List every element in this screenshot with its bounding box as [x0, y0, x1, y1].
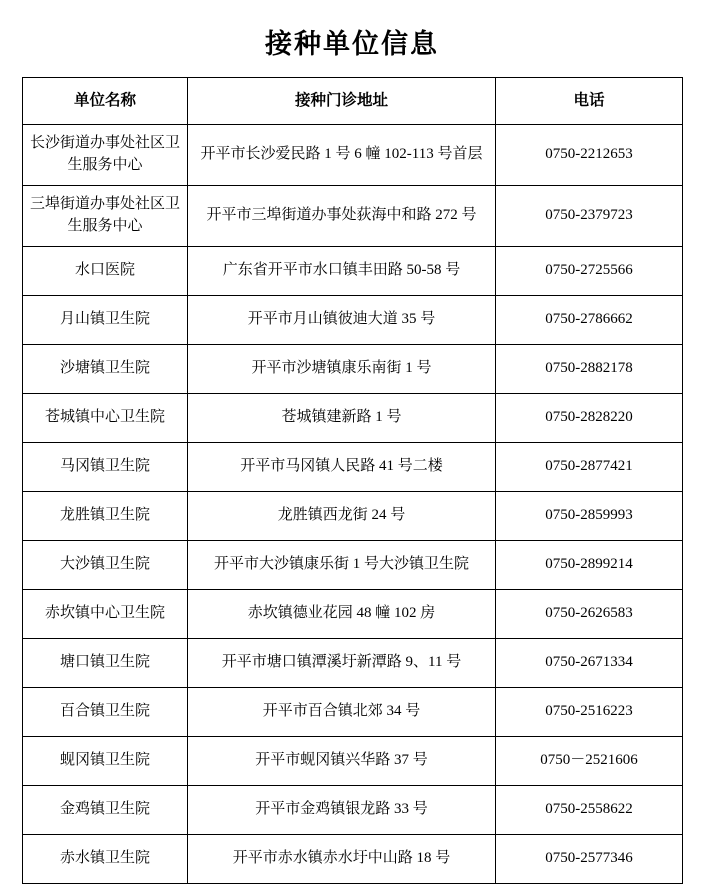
cell-phone: 0750-2899214: [496, 541, 683, 590]
document-page: [0, 22, 704, 867]
cell-phone: 0750-2786662: [496, 296, 683, 345]
cell-unit-name: 长沙街道办事处社区卫生服务中心: [23, 125, 188, 186]
cell-unit-name: 大沙镇卫生院: [23, 541, 188, 590]
table-row: [23, 786, 683, 835]
cell-address: 开平市塘口镇潭溪圩新潭路 9、11 号: [188, 639, 496, 688]
table-row: [23, 247, 683, 296]
cell-address: 开平市马冈镇人民路 41 号二楼: [188, 443, 496, 492]
cell-unit-name: 金鸡镇卫生院: [23, 786, 188, 835]
cell-address: 苍城镇建新路 1 号: [188, 394, 496, 443]
cell-phone: 0750-2882178: [496, 345, 683, 394]
cell-address: 开平市蚬冈镇兴华路 37 号: [188, 737, 496, 786]
table-row: [23, 590, 683, 639]
cell-unit-name: 蚬冈镇卫生院: [23, 737, 188, 786]
cell-phone: 0750-2877421: [496, 443, 683, 492]
table-row: [23, 296, 683, 345]
cell-address: 开平市金鸡镇银龙路 33 号: [188, 786, 496, 835]
table-row: [23, 688, 683, 737]
cell-unit-name: 龙胜镇卫生院: [23, 492, 188, 541]
table-row: [23, 394, 683, 443]
cell-address: 开平市长沙爱民路 1 号 6 幢 102-113 号首层: [188, 125, 496, 186]
cell-phone: 0750-2725566: [496, 247, 683, 296]
cell-unit-name: 苍城镇中心卫生院: [23, 394, 188, 443]
table-row: [23, 186, 683, 247]
cell-address: 开平市沙塘镇康乐南街 1 号: [188, 345, 496, 394]
cell-phone: 0750-2212653: [496, 125, 683, 186]
table-row: [23, 639, 683, 688]
cell-phone: 0750-2558622: [496, 786, 683, 835]
cell-address: 龙胜镇西龙街 24 号: [188, 492, 496, 541]
cell-phone: 0750-2379723: [496, 186, 683, 247]
vaccination-units-table: [22, 77, 683, 884]
table-row: [23, 492, 683, 541]
cell-address: 开平市赤水镇赤水圩中山路 18 号: [188, 835, 496, 884]
cell-phone: 0750-2671334: [496, 639, 683, 688]
table-header: [23, 78, 683, 125]
table-row: [23, 737, 683, 786]
cell-phone: 0750-2577346: [496, 835, 683, 884]
cell-address: 开平市三埠街道办事处荻海中和路 272 号: [188, 186, 496, 247]
cell-phone: 0750-2828220: [496, 394, 683, 443]
table-row: [23, 443, 683, 492]
cell-unit-name: 马冈镇卫生院: [23, 443, 188, 492]
column-header-unit-name: 单位名称: [23, 78, 188, 125]
cell-address: 广东省开平市水口镇丰田路 50-58 号: [188, 247, 496, 296]
cell-unit-name: 赤水镇卫生院: [23, 835, 188, 884]
table-row: [23, 345, 683, 394]
cell-unit-name: 水口医院: [23, 247, 188, 296]
cell-unit-name: 赤坎镇中心卫生院: [23, 590, 188, 639]
cell-address: 开平市大沙镇康乐街 1 号大沙镇卫生院: [188, 541, 496, 590]
cell-unit-name: 塘口镇卫生院: [23, 639, 188, 688]
table-row: [23, 541, 683, 590]
table-container: [0, 77, 704, 884]
cell-address: 开平市月山镇彼迪大道 35 号: [188, 296, 496, 345]
column-header-address: 接种门诊地址: [188, 78, 496, 125]
cell-phone: 0750-2516223: [496, 688, 683, 737]
cell-unit-name: 百合镇卫生院: [23, 688, 188, 737]
cell-address: 赤坎镇德业花园 48 幢 102 房: [188, 590, 496, 639]
table-header-row: [23, 78, 683, 125]
table-body: [23, 125, 683, 884]
cell-address: 开平市百合镇北郊 34 号: [188, 688, 496, 737]
cell-phone: 0750－2521606: [496, 737, 683, 786]
page-title: 接种单位信息: [265, 29, 439, 59]
cell-unit-name: 三埠街道办事处社区卫生服务中心: [23, 186, 188, 247]
column-header-phone: 电话: [496, 78, 683, 125]
cell-phone: 0750-2859993: [496, 492, 683, 541]
cell-unit-name: 月山镇卫生院: [23, 296, 188, 345]
table-row: [23, 125, 683, 186]
cell-unit-name: 沙塘镇卫生院: [23, 345, 188, 394]
cell-phone: 0750-2626583: [496, 590, 683, 639]
table-row: [23, 835, 683, 884]
